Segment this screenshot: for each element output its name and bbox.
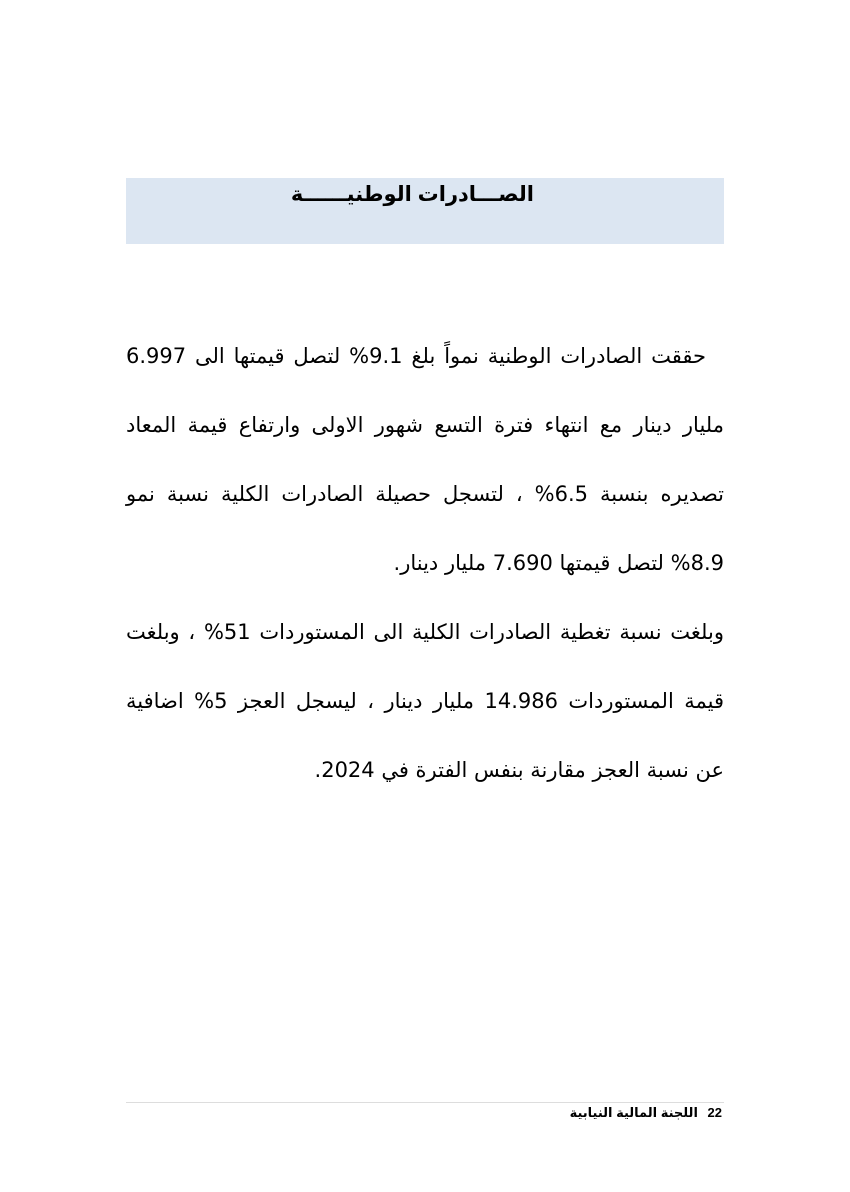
footer-committee-name: اللجنة المالية النيابية xyxy=(569,1105,698,1120)
page-number: 22 xyxy=(707,1105,722,1120)
section-heading-band xyxy=(126,178,724,244)
page-footer xyxy=(570,1104,722,1122)
body-text xyxy=(126,322,724,805)
paragraph-exports-growth: حققت الصادرات الوطنية نمواً بلغ 9.1% لتصل قيمتها الى 6.997 مليار دينار مع انتهاء فترة التسع شهور الاولى وارتفاع قيمة المعاد تصديره بنسبة 6.5% ، لتسجل حصيلة الصادرات الكلية نسبة نمو 8.9% لتصل قيمتها 7.690 مليار دينار. xyxy=(126,344,725,575)
footer-divider xyxy=(126,1102,724,1103)
paragraph-coverage-deficit: وبلغت نسبة تغطية الصادرات الكلية الى المستوردات 51% ، وبلغت قيمة المستوردات 14.986 مليار دينار ، ليسجل العجز 5% اضافية عن نسبة العجز مقارنة بنفس الفترة في 2024. xyxy=(126,620,724,782)
section-title: الصـــادرات الوطنيــــــة xyxy=(290,183,534,206)
